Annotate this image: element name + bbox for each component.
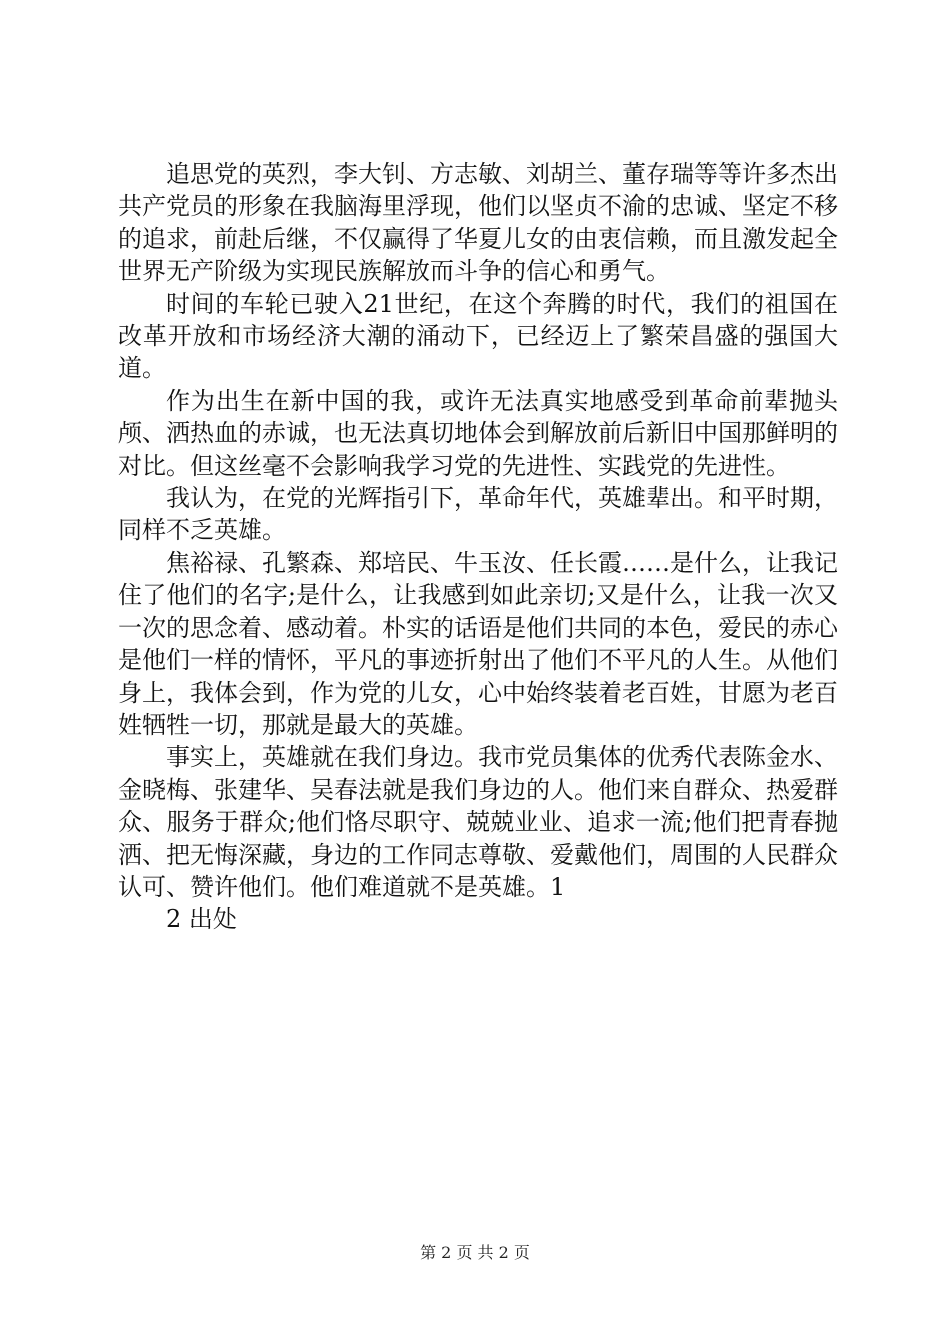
paragraph-6: 事实上，英雄就在我们身边。我市党员集体的优秀代表陈金水、金晓梅、张建华、吴春法就是我们身边的人。他们来自群众、热爱群众、服务于群众;他们恪尽职守、兢兢业业、追求一流;他们把青春抛洒、把无悔深藏，身边的工作同志尊敬、爱戴他们，周围的人民群众认可、赞许他们。他们难道就不是英雄。1	[118, 743, 838, 901]
page-number-footer: 第 2 页 共 2 页	[420, 1243, 530, 1262]
paragraph-5: 焦裕禄、孔繁森、郑培民、牛玉汝、任长霞……是什么，让我记住了他们的名字;是什么，让我感到如此亲切;又是什么，让我一次又一次的思念着、感动着。朴实的话语是他们共同的本色，爱民的赤心是他们一样的情怀，平凡的事迹折射出了他们不平凡的人生。从他们身上，我体会到，作为党的儿女，心中始终装着老百姓，甘愿为老百姓牺牲一切，那就是最大的英雄。	[118, 548, 838, 739]
paragraph-7: 2 出处	[166, 905, 237, 934]
paragraph-4: 我认为，在党的光辉指引下，革命年代，英雄辈出。和平时期，同样不乏英雄。	[118, 484, 838, 545]
paragraph-3: 作为出生在新中国的我，或许无法真实地感受到革命前辈抛头颅、洒热血的赤诚，也无法真切地体会到解放前后新旧中国那鲜明的对比。但这丝毫不会影响我学习党的先进性、实践党的先进性。	[118, 386, 838, 480]
document-body	[118, 158, 838, 936]
paragraph-2: 时间的车轮已驶入21世纪，在这个奔腾的时代，我们的祖国在改革开放和市场经济大潮的涌动下，已经迈上了繁荣昌盛的强国大道。	[118, 289, 838, 383]
paragraph-1: 追思党的英烈，李大钊、方志敏、刘胡兰、董存瑞等等许多杰出共产党员的形象在我脑海里浮现，他们以坚贞不渝的忠诚、坚定不移的追求，前赴后继，不仅赢得了华夏儿女的由衷信赖，而且激发起全世界无产阶级为实现民族解放而斗争的信心和勇气。	[118, 160, 838, 286]
